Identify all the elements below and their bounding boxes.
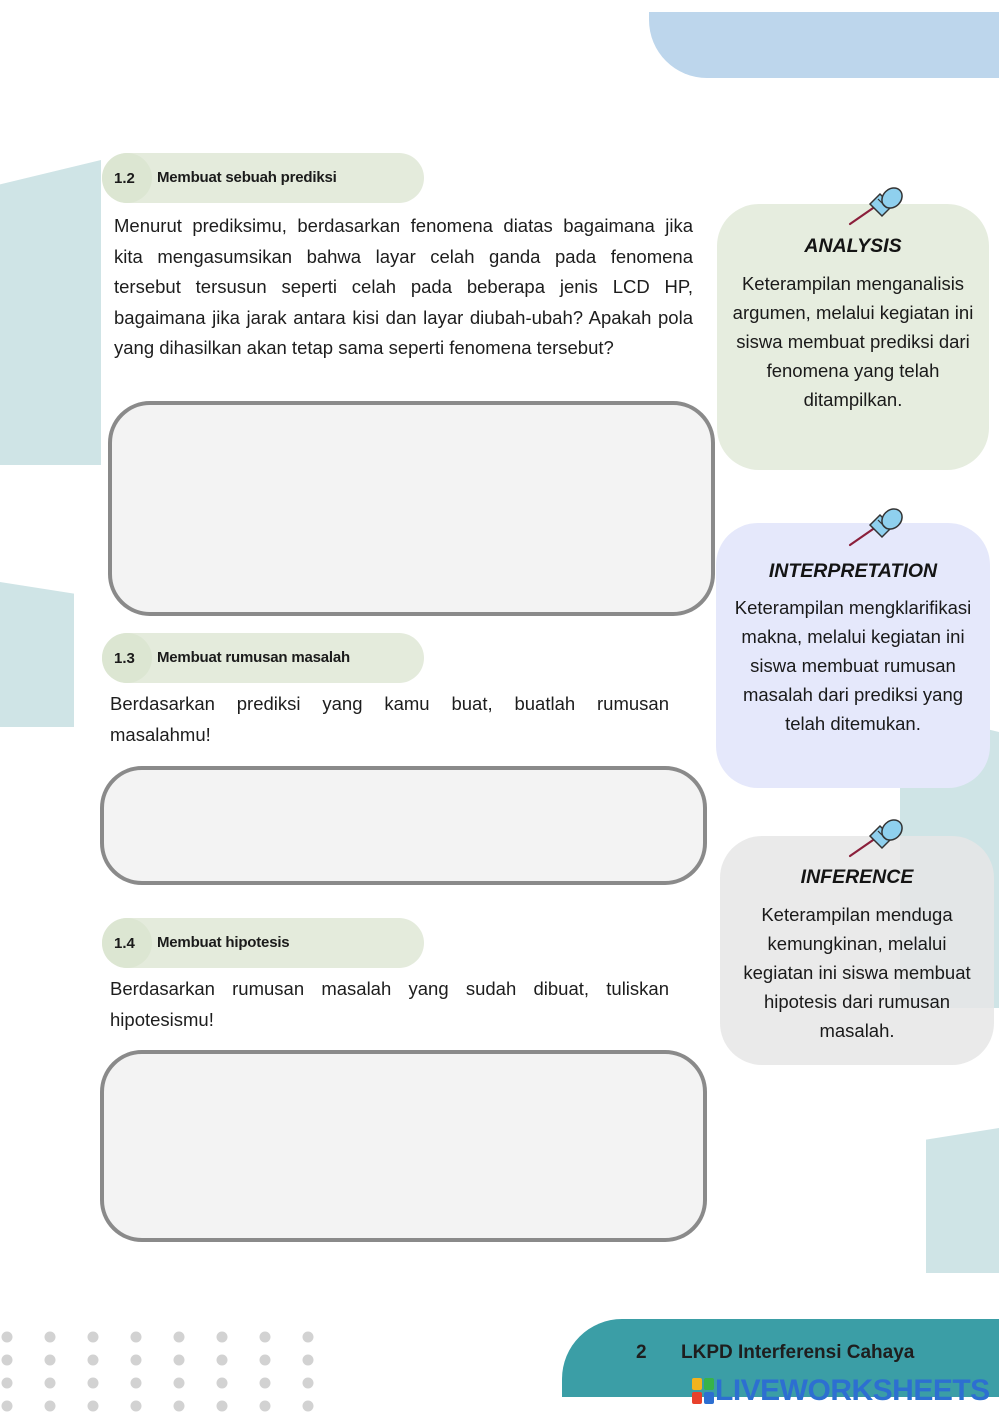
left-decoration-lower [0, 582, 74, 727]
section-title: Membuat hipotesis [157, 934, 290, 951]
page-number: 2 [636, 1342, 647, 1363]
top-right-decoration [649, 12, 999, 78]
hypothesis-answer-box[interactable] [100, 1050, 707, 1242]
dot-pattern-decoration [0, 1325, 330, 1415]
section-header-prediction [102, 153, 424, 203]
card-title: ANALYSIS [804, 235, 902, 257]
card-text: Keterampilan menganalisis argumen, melalui kegiatan ini siswa membuat prediksi dari fenomena yang telah ditampilkan. [732, 273, 974, 410]
interpretation-card [716, 523, 990, 788]
section-header-hypothesis [102, 918, 424, 968]
pushpin-icon [846, 184, 906, 228]
analysis-card [717, 204, 989, 470]
liveworksheets-logo[interactable] [692, 1374, 992, 1410]
pushpin-icon [846, 505, 906, 549]
section-title: Membuat rumusan masalah [157, 649, 350, 666]
card-title: INFERENCE [800, 866, 914, 888]
section-header-problem-formulation [102, 633, 424, 683]
section-number: 1.3 [114, 650, 135, 667]
liveworksheets-logo-icon [692, 1378, 714, 1404]
section-title: Membuat sebuah prediksi [157, 169, 337, 186]
right-decoration-lower [926, 1128, 999, 1273]
section-number: 1.2 [114, 170, 135, 187]
problem-formulation-answer-box[interactable] [100, 766, 707, 885]
card-text: Keterampilan mengklarifikasi makna, melalui kegiatan ini siswa membuat rumusan masalah dari prediksi yang telah ditemukan. [734, 597, 972, 734]
prediction-answer-box[interactable] [108, 401, 715, 616]
card-title: INTERPRETATION [768, 560, 938, 582]
section-number: 1.4 [114, 935, 135, 952]
prediction-question: Menurut prediksimu, berdasarkan fenomena diatas bagaimana jika kita mengasumsikan bahwa layar celah ganda pada fenomena tersebut tersusun seperti celah pada beberapa jenis LCD HP, bagaimana jika jarak antara kisi dan layar diubah-ubah? Apakah pola yang dihasilkan akan tetap sama seperti fenomena tersebut? [114, 215, 693, 358]
inference-card [720, 836, 994, 1065]
card-text: Keterampilan menduga kemungkinan, melalui kegiatan ini siswa membuat hipotesis dari rumusan masalah. [743, 904, 971, 1041]
hypothesis-instruction: Berdasarkan rumusan masalah yang sudah dibuat, tuliskan hipotesismu! [110, 978, 669, 1030]
footer-title: LKPD Interferensi Cahaya [681, 1342, 915, 1363]
left-decoration-upper [0, 160, 101, 465]
liveworksheets-brand-text: LIVEWORKSHEETS [715, 1374, 990, 1407]
pushpin-icon [846, 816, 906, 860]
problem-formulation-instruction: Berdasarkan prediksi yang kamu buat, buatlah rumusan masalahmu! [110, 693, 669, 745]
